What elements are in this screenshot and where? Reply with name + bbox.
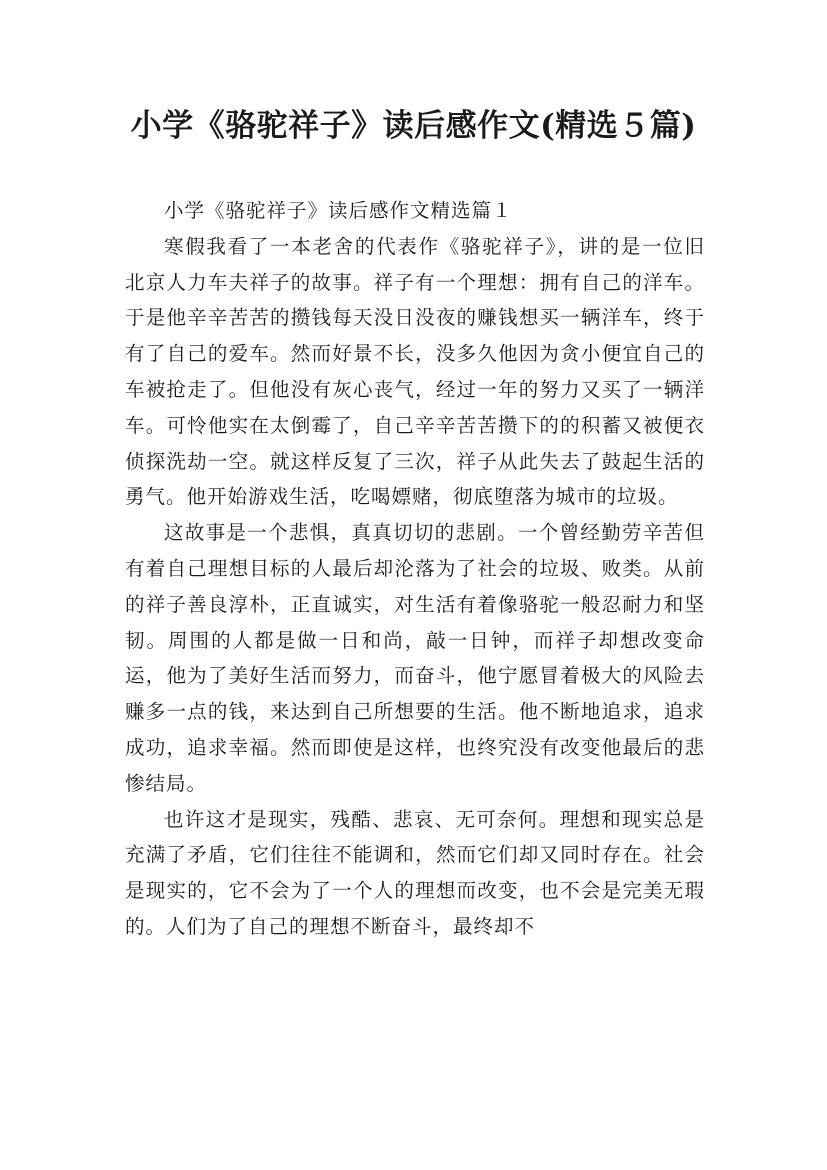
paragraph-2: 这故事是一个悲惧，真真切切的悲剧。一个曾经勤劳辛苦但有着自己理想目标的人最后却沦落为了社会的垃圾、败类。从前的祥子善良淳朴，正直诚实，对生活有着像骆驼一般忍耐力和坚韧。周围的人都是做一日和尚，敲一日钟，而祥子却想改变命运，他为了美好生活而努力，而奋斗，他宁愿冒着极大的风险去赚多一点的钱，来达到自己所想要的生活。他不断地追求，追求成功，追求幸福。然而即使是这样，也终究没有改变他最后的悲惨结局。 xyxy=(125,521,705,795)
document-body xyxy=(125,193,705,945)
paragraph-3: 也许这才是现实，残酷、悲哀、无可奈何。理想和现实总是充满了矛盾，它们往往不能调和，然而它们却又同时存在。社会是现实的，它不会为了一个人的理想而改变，也不会是完美无瑕的。人们为了自己的理想不断奋斗，最终却不 xyxy=(125,807,705,938)
section-heading: 小学《骆驼祥子》读后感作文精选篇１ xyxy=(164,199,513,222)
paragraph-1: 寒假我看了一本老舍的代表作《骆驼祥子》，讲的是一位旧北京人力车夫祥子的故事。祥子有一个理想：拥有自己的洋车。于是他辛辛苦苦的攒钱每天没日没夜的赚钱想买一辆洋车，终于有了自己的爱车。然而好景不长，没多久他因为贪小便宜自己的车被抢走了。但他没有灰心丧气，经过一年的努力又买了一辆洋车。可怜他实在太倒霉了，自己辛辛苦苦攒下的的积蓄又被便衣侦探洗劫一空。就这样反复了三次，祥子从此失去了鼓起生活的勇气。他开始游戏生活，吃喝嫖赌，彻底堕落为城市的垃圾。 xyxy=(125,234,705,509)
document-title: 小学《骆驼祥子》读后感作文(精选５篇) xyxy=(130,108,697,144)
